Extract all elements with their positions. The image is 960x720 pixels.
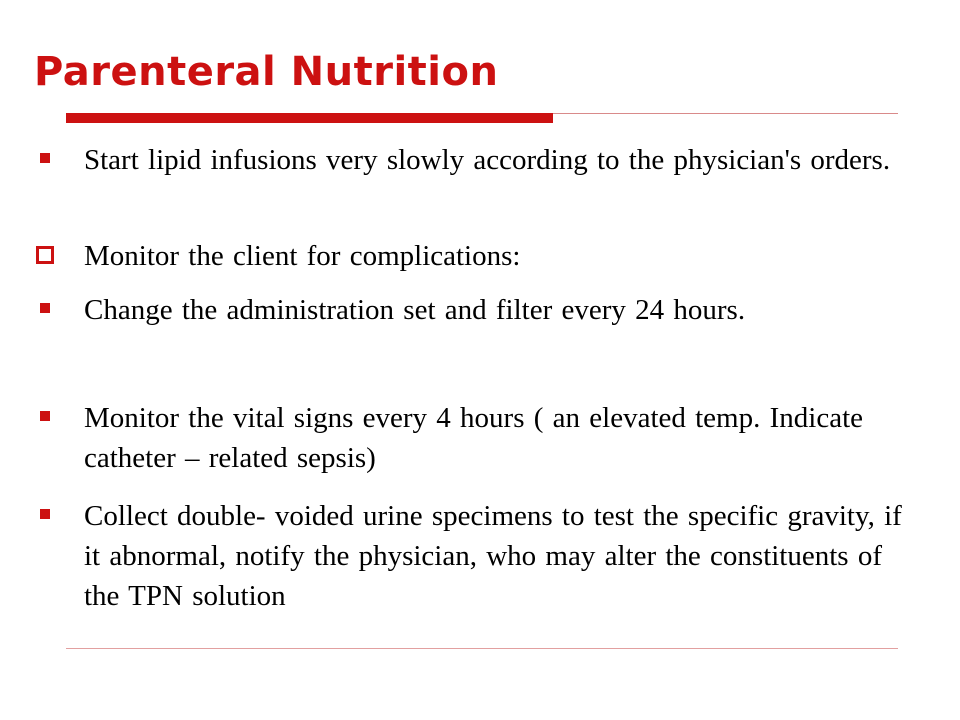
bullet-text: Monitor the vital signs every 4 hours ( an elevated temp. Indicate catheter – related sepsis) <box>84 402 864 474</box>
bullet-text: Monitor the client for complications: <box>84 240 521 272</box>
slide-title: Parenteral Nutrition <box>34 49 499 95</box>
bullet-text: Collect double- voided urine specimens to test the specific gravity, if it abnormal, notify the physician, who may alter the constituents of the TPN solution <box>84 500 902 612</box>
bullet-text: Change the administration set and filter every 24 hours. <box>84 294 746 326</box>
bullet-square <box>40 303 50 313</box>
filled-square-bullet-icon <box>36 496 56 536</box>
hollow-square-bullet-icon <box>36 236 56 276</box>
bullet-item <box>84 140 904 180</box>
bullet-item <box>84 290 904 330</box>
bullet-square <box>36 246 54 264</box>
bullet-square <box>40 509 50 519</box>
bullet-item <box>84 236 904 276</box>
bullet-square <box>40 411 50 421</box>
filled-square-bullet-icon <box>36 290 56 330</box>
bullet-square <box>40 153 50 163</box>
filled-square-bullet-icon <box>36 140 56 180</box>
bullet-text: Start lipid infusions very slowly according to the physician's orders. <box>84 144 891 176</box>
bullet-item <box>84 496 904 616</box>
bullet-item <box>84 398 904 478</box>
footer-rule <box>66 648 898 649</box>
filled-square-bullet-icon <box>36 398 56 438</box>
